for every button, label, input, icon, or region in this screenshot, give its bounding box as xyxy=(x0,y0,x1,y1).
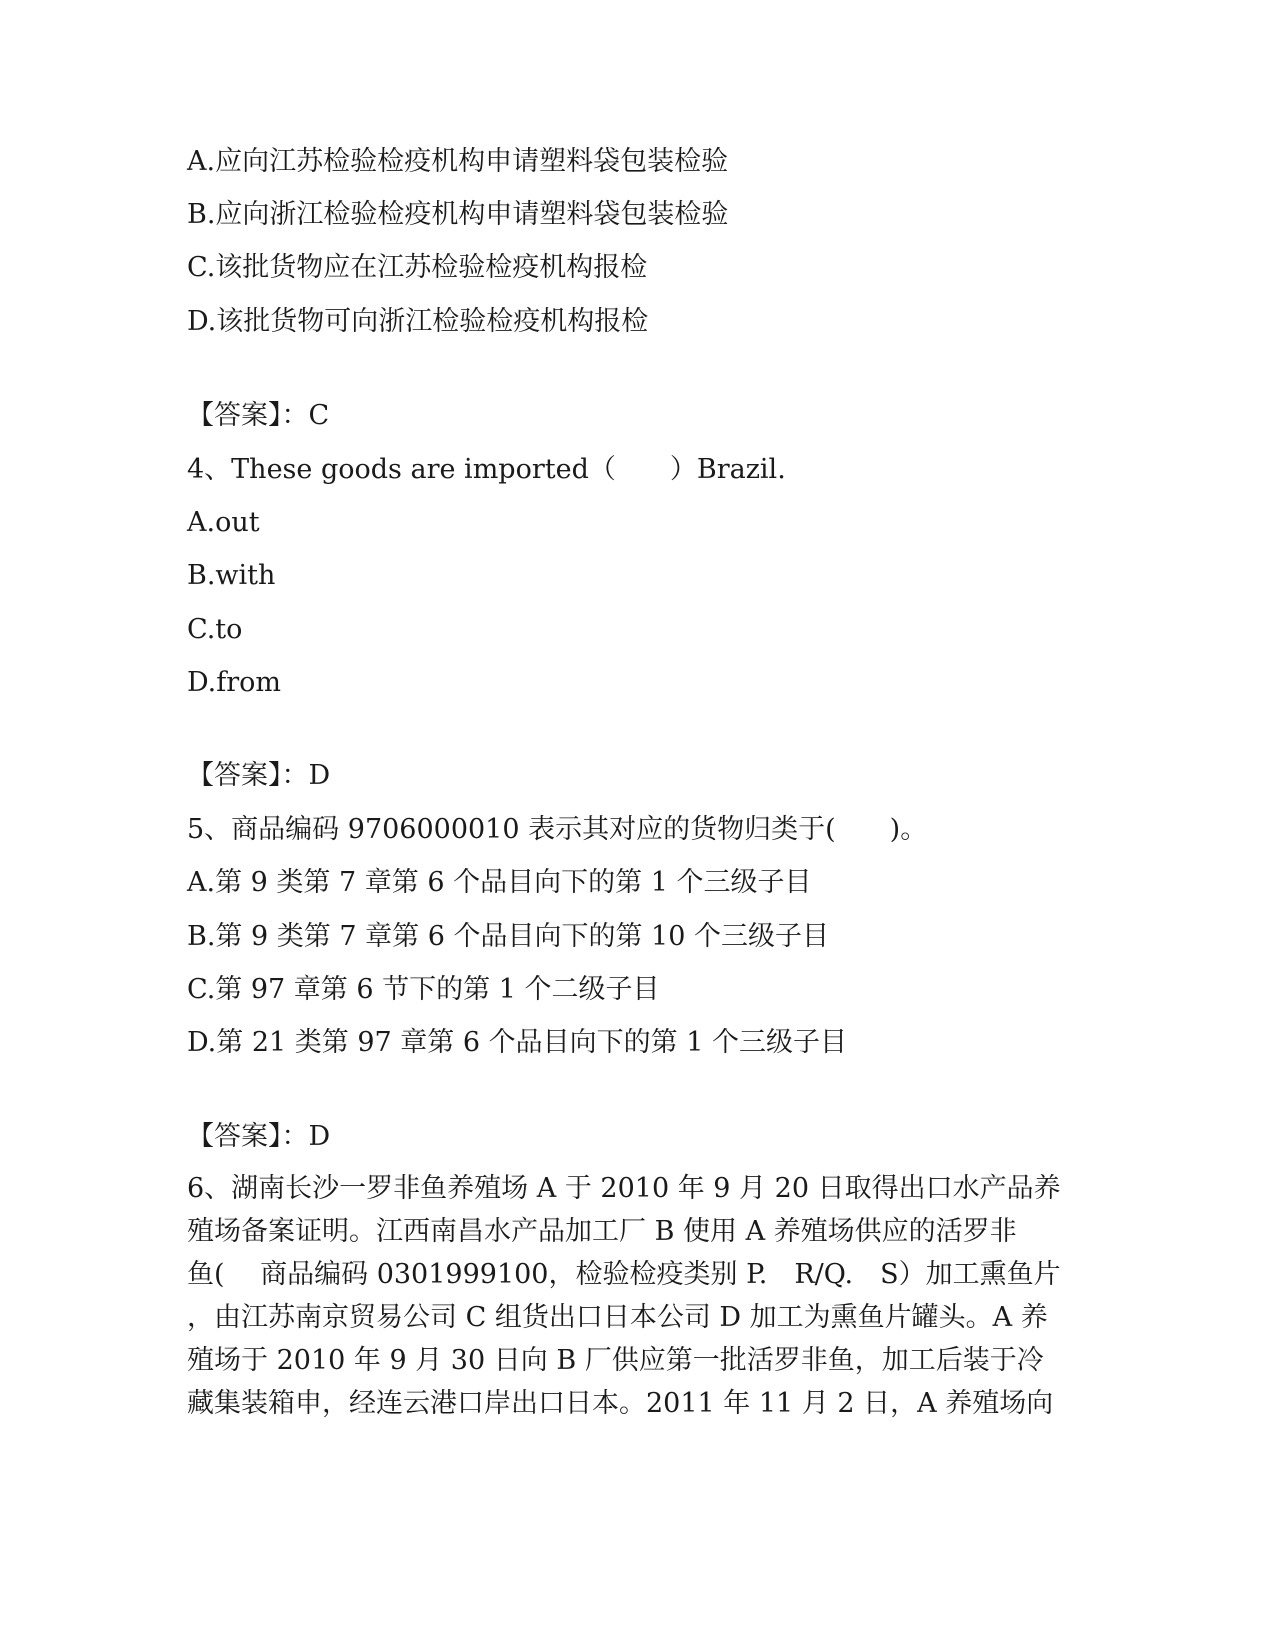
q5-question: 5、商品编码 9706000010 表示其对应的货物归类于( )。 xyxy=(187,814,928,845)
q5-option-d: D.第 21 类第 97 章第 6 个品目向下的第 1 个三级子目 xyxy=(187,1027,847,1058)
q5-answer: 【答案】：D xyxy=(187,1121,331,1152)
q3-option-d: D.该批货物可向浙江检验检疫机构报检 xyxy=(187,306,649,337)
q3-option-c: C.该批货物应在江苏检验检疫机构报检 xyxy=(187,252,648,283)
q6-question xyxy=(187,1167,1087,1425)
q6-line: 鱼( 商品编码 0301999100，检验检疫类别 P. R/Q. S）加工熏鱼片 xyxy=(187,1259,1061,1290)
q4-option-c: C.to xyxy=(187,614,243,645)
q4-answer: 【答案】：D xyxy=(187,760,331,791)
q6-line: ，由江苏南京贸易公司 C 组货出口日本公司 D 加工为熏鱼片罐头。A 养 xyxy=(187,1302,1048,1333)
q4-option-d: D.from xyxy=(187,667,282,698)
q3-option-b: B.应向浙江检验检疫机构申请塑料袋包装检验 xyxy=(187,199,729,230)
q5-option-b: B.第 9 类第 7 章第 6 个品目向下的第 10 个三级子目 xyxy=(187,921,829,952)
q5-option-c: C.第 97 章第 6 节下的第 1 个二级子目 xyxy=(187,974,660,1005)
q5-option-a: A.第 9 类第 7 章第 6 个品目向下的第 1 个三级子目 xyxy=(187,867,812,898)
q6-line: 殖场备案证明。江西南昌水产品加工厂 B 使用 A 养殖场供应的活罗非 xyxy=(187,1216,1017,1247)
q3-option-a: A.应向江苏检验检疫机构申请塑料袋包装检验 xyxy=(187,146,729,177)
q4-option-a: A.out xyxy=(187,507,260,538)
q6-line: 6、湖南长沙一罗非鱼养殖场 A 于 2010 年 9 月 20 日取得出口水产品养 xyxy=(187,1173,1061,1204)
q4-option-b: B.with xyxy=(187,560,276,591)
q3-answer: 【答案】：C xyxy=(187,400,330,431)
q6-line: 殖场于 2010 年 9 月 30 日向 B 厂供应第一批活罗非鱼，加工后装于冷 xyxy=(187,1345,1044,1376)
q6-line: 藏集装箱申，经连云港口岸出口日本。2011 年 11 月 2 日，A 养殖场向 xyxy=(187,1388,1054,1419)
q4-question: 4、These goods are imported（ ）Brazil. xyxy=(187,454,786,485)
